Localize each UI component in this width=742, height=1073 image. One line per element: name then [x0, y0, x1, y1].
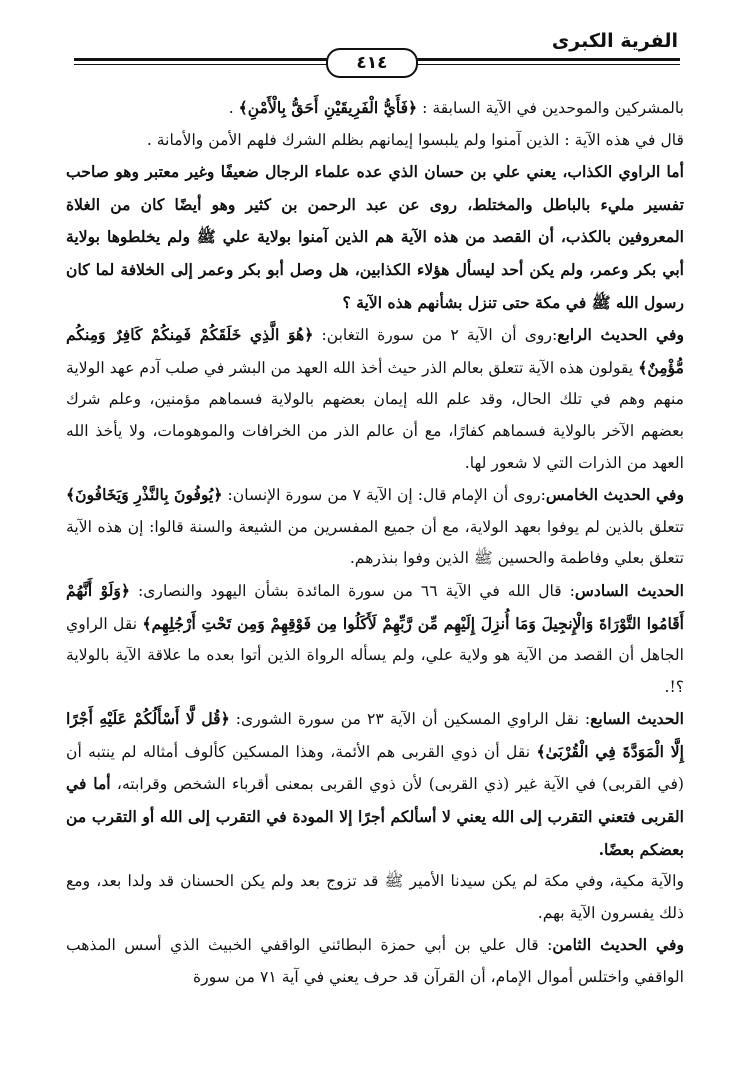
text-segment: :روى أن الآية ٢ من سورة التغابن:	[313, 326, 558, 345]
hadith-heading: وفي الحديث الرابع	[557, 325, 684, 345]
text-segment: : قال الله في الآية ٦٦ من سورة المائدة بشأن اليهود والنصارى:	[130, 581, 575, 600]
text-segment: تتعلق بالذين لم يوفوا بعهد الولاية، مع أن جميع المفسرين من الشيعة والسنة قالوا: إن هذه الآية تتعلق بعلي وفاطمة والحسين ﷺ الذين وفوا بنذرهم.	[66, 517, 684, 568]
hadith-heading: وفي الحديث الثامن	[552, 935, 685, 955]
page-header	[0, 0, 742, 80]
quran-verse: ﴿وَلَوْ أَنَّهُمْ أَقَامُوا التَّوْرَاةَ وَالْإِنجِيلَ وَمَا أُنزِلَ إِلَيْهِم مِّن رَّبِّهِمْ لَأَكَلُوا مِن فَوْقِهِمْ وَمِن تَحْتِ أَرْجُلِهِم﴾	[66, 580, 684, 633]
paragraph	[66, 319, 684, 479]
paragraph	[66, 92, 684, 125]
text-segment: : نقل الراوي المسكين أن الآية ٢٣ من سورة الشورى:	[229, 710, 591, 729]
quran-verse: ﴿يُوفُونَ بِالنَّذْرِ وَيَخَافُونَ﴾	[66, 485, 223, 505]
text-segment: قال في هذه الآية : الذين آمنوا ولم يلبسوا إيمانهم بظلم الشرك فلهم الأمن والأمانة .	[146, 130, 684, 149]
paragraph	[66, 575, 684, 703]
hadith-heading: الحديث السابع	[590, 709, 684, 729]
text-segment: بالمشركين والموحدين في الآية السابقة :	[417, 99, 684, 117]
quran-verse: ﴿قُل لَّا أَسْأَلُكُمْ عَلَيْهِ أَجْرًا إِلَّا الْمَوَدَّةَ فِي الْقُرْبَىٰ﴾	[66, 709, 684, 761]
text-segment: .	[228, 99, 239, 117]
text-segment: : قال علي بن أبي حمزة البطائني الواقفي الخبيث الذي أسس المذهب الواقفي واختلس أموال الإمام، أن القرآن قد حرف يعني في آية ٧١ من سورة	[66, 936, 684, 987]
quran-verse: ﴿فَأَيُّ الْفَرِيقَيْنِ أَحَقُّ بِالْأَمْنِ﴾	[238, 98, 418, 117]
paragraph	[66, 703, 684, 866]
hadith-heading: الحديث السادس	[574, 580, 684, 600]
paragraph	[66, 866, 684, 929]
book-title: الفرية الكبرى	[551, 30, 678, 52]
text-segment: والآية مكية، وفي مكة لم يكن سيدنا الأمير ﷺ قد تزوج بعد ولم يكن الحسنان قد ولدا بعد، ومع ذلك يفسرون الآية بهم.	[66, 872, 684, 922]
page-body	[66, 92, 684, 994]
text-segment: نقل أن ذوي القربى هم الأئمة، وهذا المسكين كألوف أمثاله لم ينتبه أن (في القربى) في الآية غير (ذي القربى) لأن ذوي القربى بمعنى أقرباء الشخص وقرابته،	[66, 742, 684, 794]
hadith-heading: وفي الحديث الخامس	[545, 485, 684, 505]
page-number: ٤١٤	[326, 48, 418, 78]
text-segment: :روى أن الإمام قال: إن الآية ٧ من سورة الإنسان:	[222, 486, 546, 505]
bold-text-segment: أما الراوي الكذاب، يعني علي بن حسان الذي عده علماء الرجال ضعيفًا وغير معتبر وهو صاحب تفسير مليء بالباطل والمختلط، روى عن عبد الرحمن بن كثير وهو أيضًا كان من الغلاة المعروفين بالكذب، أن القصد من هذه الآية هم الذين آمنوا بولاية علي ﷺ ولم يخلطوها بولاية أبي بكر وعمر، ولم يكن أحد ليسأل هؤلاء الكذابين، هل وصل أبو بكر وعمر إلى الخلافة لما كان رسول الله ﷺ في مكة حتى تنزل بشأنهم هذه الآية ؟	[66, 162, 684, 312]
text-segment: نقل الراوي الجاهل أن القصد من الآية هو ولاية علي، ولم يسأله الرواة الذين أتوا بعده ما علاقة الآية بالولاية ؟!.	[66, 614, 684, 696]
quran-verse: ﴿هُوَ الَّذِي خَلَقَكُمْ فَمِنكُمْ كَافِرٌ وَمِنكُم مُّؤْمِنٌ﴾	[66, 325, 684, 377]
bold-text-segment: أما في القربى فتعني التقرب إلى الله يعني لا أسألكم أجرًا إلا المودة في التقرب إلى الله أو التقرب من بعضكم بعضًا.	[66, 774, 684, 859]
text-segment: يقولون هذه الآية تتعلق بعالم الذر حيث أخذ الله العهد من البشر في صلب آدم عهد الولاية منهم وهم في تلك الحال، وقد علم الله إيمان بعضهم بالولاية فسماهم مؤمنين، وعلم شرك بعضهم الآخر بالولاية فسماهم كفارًا، مع أن عالم الذر من الخرافات والموهومات، ولا يأخذ الله العهد من الذرات التي لا شعور لها.	[66, 358, 684, 472]
paragraph	[66, 479, 684, 575]
paragraph	[66, 125, 684, 157]
paragraph	[66, 156, 684, 319]
paragraph	[66, 929, 684, 993]
